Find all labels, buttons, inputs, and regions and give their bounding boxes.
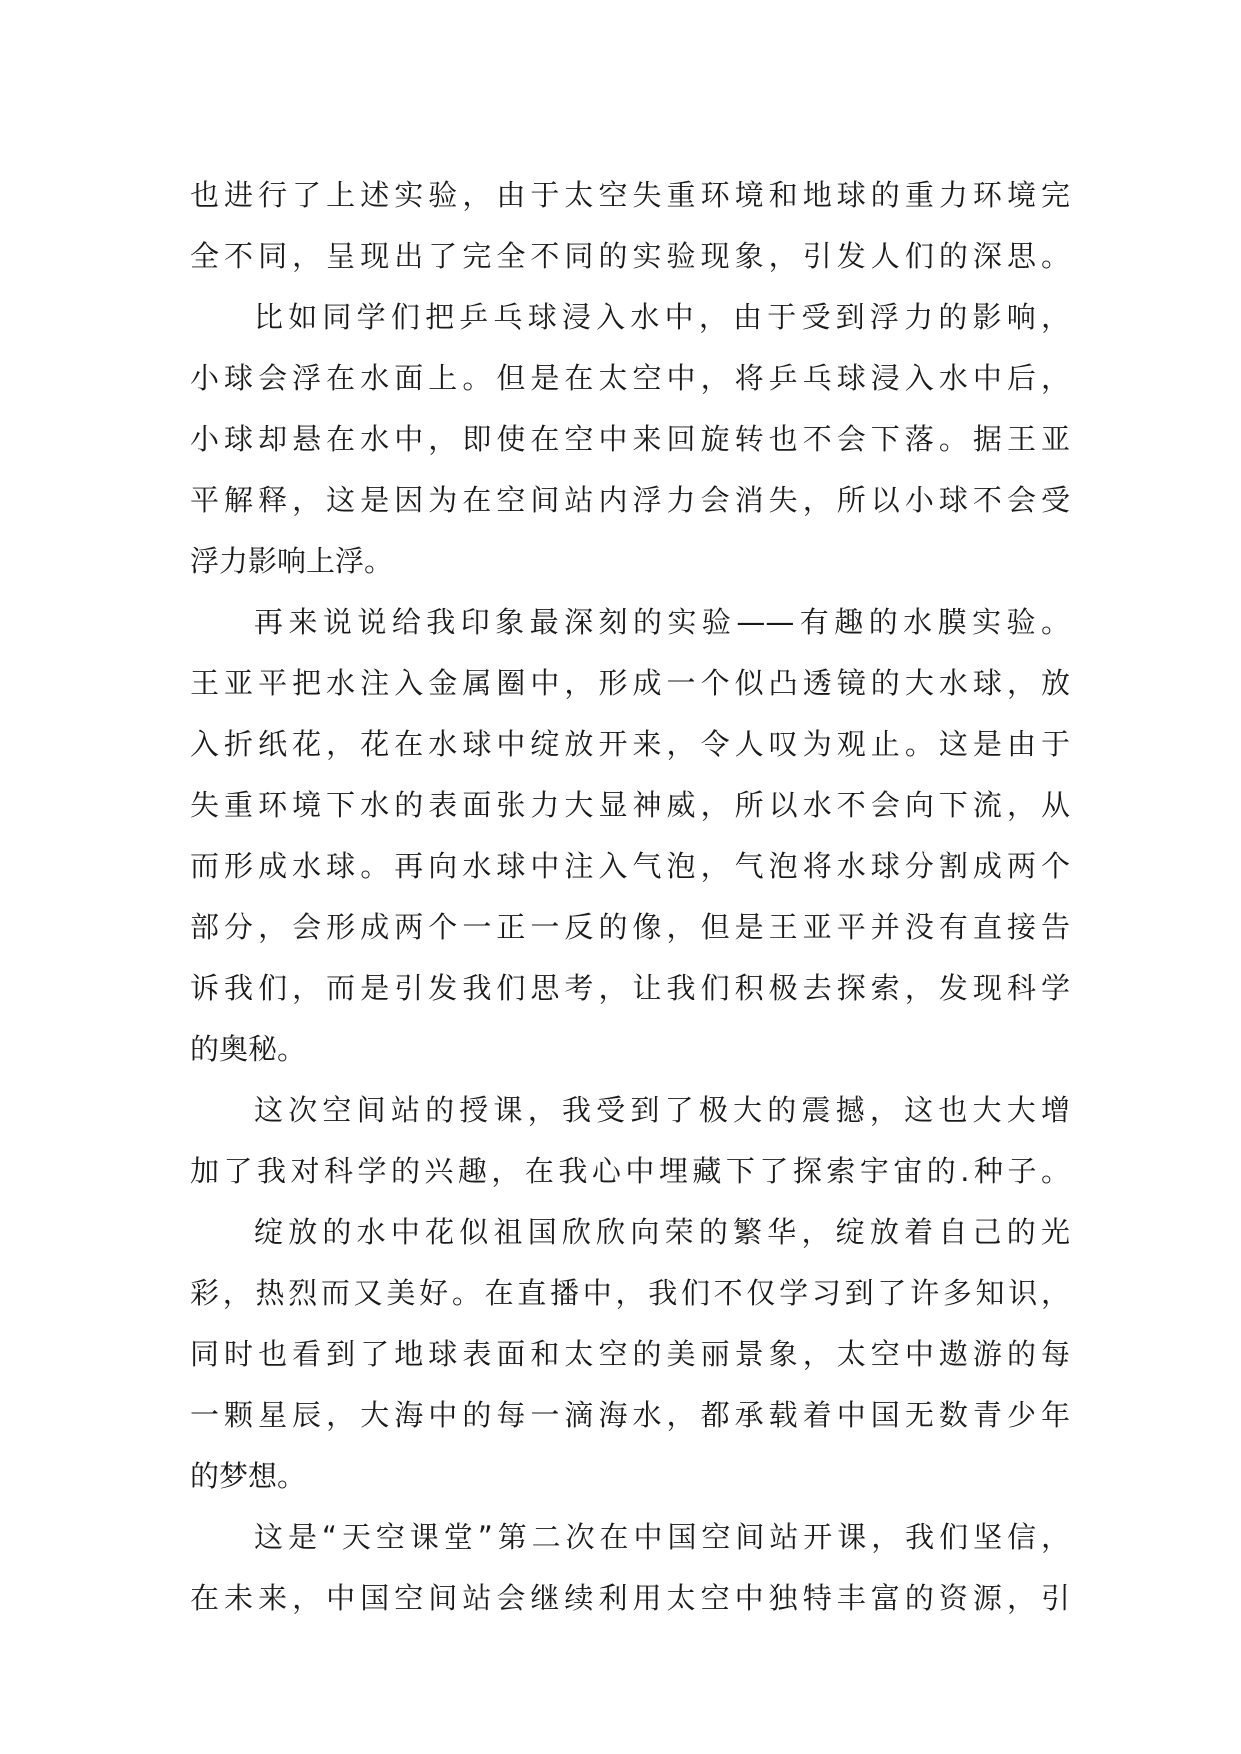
- essay-body: [190, 165, 1070, 1629]
- text-line: 全不同，呈现出了完全不同的实验现象，引发人们的深思。: [190, 239, 1070, 273]
- text-line: 绽放的水中花似祖国欣欣向荣的繁华，绽放着自己的光: [254, 1215, 1070, 1249]
- text-line: 这是“天空课堂”第二次在中国空间站开课，我们坚信，: [254, 1520, 1070, 1554]
- text-line: 彩，热烈而又美好。在直播中，我们不仅学习到了许多知识，: [190, 1276, 1070, 1310]
- text-line: 比如同学们把乒乓球浸入水中，由于受到浮力的影响，: [254, 300, 1070, 334]
- text-line: 小球却悬在水中，即使在空中来回旋转也不会下落。据王亚: [190, 422, 1070, 456]
- text-line: 小球会浮在水面上。但是在太空中，将乒乓球浸入水中后，: [190, 361, 1070, 395]
- text-line: 入折纸花，花在水球中绽放开来，令人叹为观止。这是由于: [190, 727, 1070, 761]
- text-line: 这次空间站的授课，我受到了极大的震撼，这也大大增: [254, 1093, 1070, 1127]
- text-line: 的梦想。: [190, 1459, 307, 1493]
- text-line: 诉我们，而是引发我们思考，让我们积极去探索，发现科学: [190, 971, 1070, 1005]
- text-line: 也进行了上述实验，由于太空失重环境和地球的重力环境完: [190, 178, 1070, 212]
- text-line: 失重环境下水的表面张力大显神威，所以水不会向下流，从: [190, 788, 1070, 822]
- text-line: 加了我对科学的兴趣，在我心中埋藏下了探索宇宙的.种子。: [190, 1154, 1070, 1188]
- text-line: 同时也看到了地球表面和太空的美丽景象，太空中遨游的每: [190, 1337, 1070, 1371]
- text-line: 王亚平把水注入金属圈中，形成一个似凸透镜的大水球，放: [190, 666, 1070, 700]
- text-line: 而形成水球。再向水球中注入气泡，气泡将水球分割成两个: [190, 849, 1070, 883]
- text-line: 平解释，这是因为在空间站内浮力会消失，所以小球不会受: [190, 483, 1070, 517]
- text-line: 再来说说给我印象最深刻的实验——有趣的水膜实验。: [254, 605, 1070, 639]
- text-line: 浮力影响上浮。: [190, 544, 394, 578]
- text-line: 一颗星辰，大海中的每一滴海水，都承载着中国无数青少年: [190, 1398, 1070, 1432]
- text-line: 部分，会形成两个一正一反的像，但是王亚平并没有直接告: [190, 910, 1070, 944]
- text-line: 在未来，中国空间站会继续利用太空中独特丰富的资源，引: [190, 1581, 1070, 1615]
- text-line: 的奥秘。: [190, 1032, 307, 1066]
